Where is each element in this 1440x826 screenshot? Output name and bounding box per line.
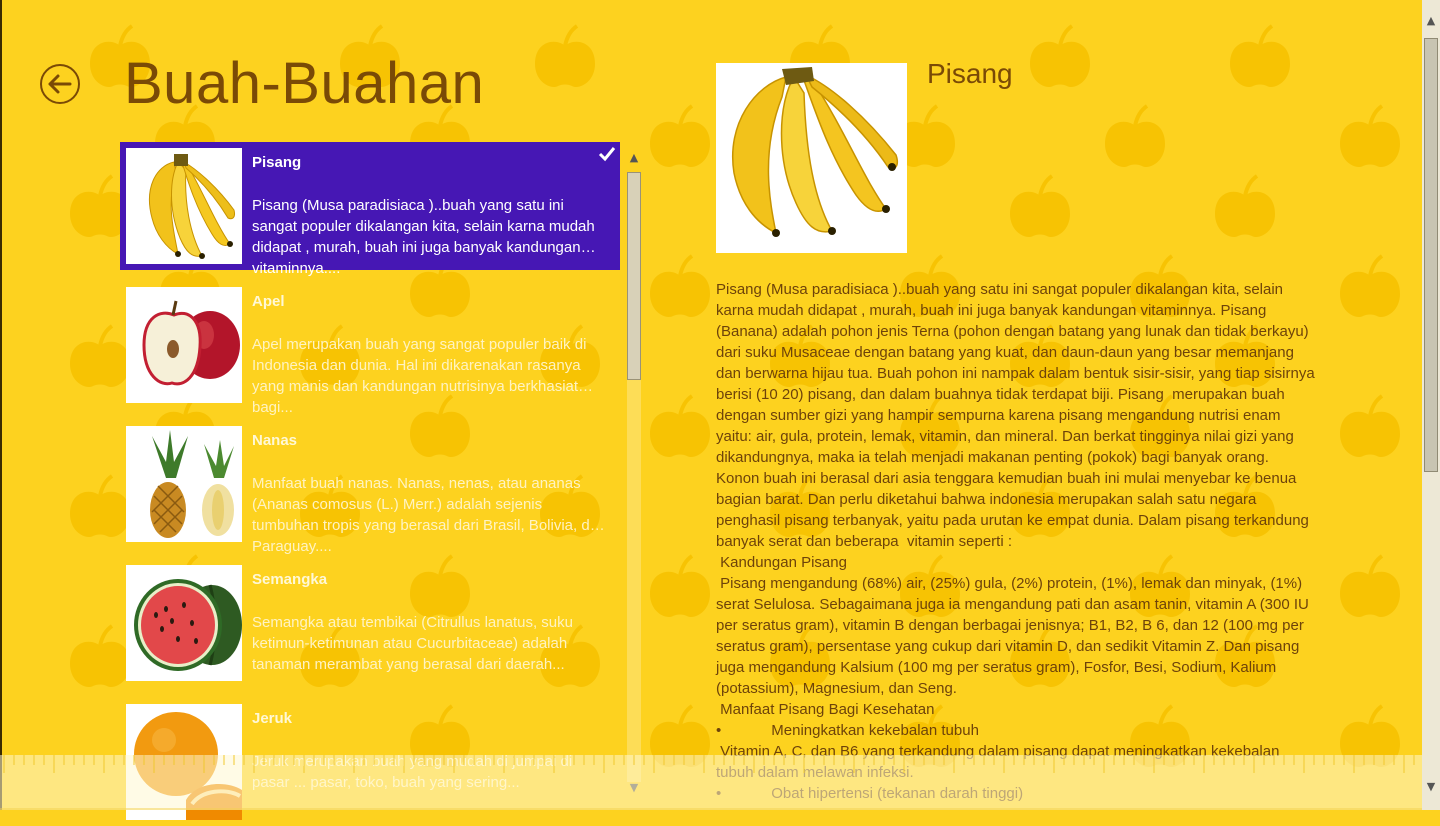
list-item-description: Manfaat buah nanas. Nanas, nenas, atau ananas (Ananas comosus (L.) Merr.) adalah sejenis tumbuhan tropis yang berasal dari Brasil, Bolivia, dan Paraguay.... xyxy=(252,475,607,555)
detail-bullet: • Meningkatkan kekebalan tubuh xyxy=(716,722,979,739)
back-button[interactable] xyxy=(40,64,80,104)
fruit-list[interactable] xyxy=(120,142,620,810)
detail-image xyxy=(716,63,907,253)
apple-thumbnail xyxy=(126,287,242,403)
banana-thumbnail xyxy=(126,148,242,264)
scroll-down-icon[interactable]: ▼ xyxy=(629,781,639,794)
list-item-name: Nanas xyxy=(252,432,298,449)
detail-bullet: • Obat hipertensi (tekanan darah tinggi) xyxy=(716,785,1024,802)
detail-paragraph: Pisang (Musa paradisiaca )..buah yang satu ini sangat populer dikalangan kita, selain karna mudah didapat , murah, buah ini juga banyak kandungan vitaminnya. Pisang (Banana) adalah pohon jenis Terna (pohon dengan batang yang lunak dan tidak berkayu) dari suku Musaceae dengan batang yang kuat, dan daun-daun yang besar memanjang dan berwarna hijau tua. Buah pohon ini nampak dalam bentuk sisir-sisir, yang tiap sisirnya berisi (10 20) pisang, dan dalam buahnya tidak terdapat biji. Pisang merupakan buah dengan sumber gizi yang hampir sempurna karena pisang mengandung nutrisi enam yaitu: air, gula, protein, lemak, vitamin, dan mineral. Dan berkat tingginya nilai gizi yang dikandungnya, maka ia telah menjadi makanan penting (pokok) bagi banyak orang. Konon buah ini berasal dari asia tenggara kemudian buah ini mulai menyebar ke benua bagian barat. Dan perlu diketahui bahwa indonesia merupakan salah satu negara penghasil pisang terbanyak, yaitu pada urutan ke empat dunia. Dalam pisang terkandung banyak serat dan beberapa vitamin seperti : xyxy=(716,281,1319,550)
back-arrow-icon xyxy=(48,74,72,94)
detail-paragraph: Vitamin A, C, dan B6 yang terkandung dalam pisang dapat meningkatkan kekebalan tubuh dalam melawan infeksi. xyxy=(716,743,1284,781)
window-left-border xyxy=(0,0,2,810)
list-item-description: Pisang (Musa paradisiaca )..buah yang satu ini sangat populer dikalangan kita, selain karna mudah didapat , murah, buah ini juga banyak kandungan vitaminnya.... xyxy=(252,197,595,277)
detail-paragraph: Pisang mengandung (68%) air, (25%) gula, (2%) protein, (1%), lemak dan minyak, (1%) serat Selulosa. Sebagaimana juga ia mengandung pati dan asam tanin, vitamin A (300 IU per seratus gram), vitamin B dengan berbagai jenisnya; B1, B2, B 6, dan 12 (100 mg per seratus gram), persentase yang cukup dari vitamin D, dan sedikit Vitamin Z. Dan pisang juga mengandung Kalsium (100 mg per seratus gram), Fosfor, Besi, Sodium, Kalium (potassium), Magnesium, dan Seng. xyxy=(716,575,1314,697)
checkmark-icon xyxy=(598,146,616,162)
list-scrollbar[interactable] xyxy=(624,142,644,802)
detail-description xyxy=(716,279,1319,810)
detail-title: Pisang xyxy=(927,58,1013,89)
list-item-description: Semangka atau tembikai (Citrullus lanatus, suku ketimun-ketimunan atau Cucurbitaceae) adalah tanaman merambat yang berasal dari daerah... xyxy=(252,614,573,673)
scroll-up-icon[interactable]: ▲ xyxy=(1426,14,1436,27)
list-item-apel[interactable] xyxy=(120,281,620,416)
orange-thumbnail xyxy=(126,704,242,820)
list-item-semangka[interactable] xyxy=(120,559,620,687)
detail-heading: Kandungan Pisang xyxy=(716,554,847,571)
list-item-description: Jeruk merupakan buah yang mudah di jumpai di pasar ... pasar, toko, buah yang sering... xyxy=(252,753,573,791)
page-title: Buah-Buahan xyxy=(124,51,485,116)
scrollbar-thumb[interactable] xyxy=(1424,38,1438,472)
list-item-name: Jeruk xyxy=(252,710,293,727)
list-item-name: Pisang xyxy=(252,154,302,171)
scrollbar-thumb[interactable] xyxy=(627,172,641,380)
list-item-description: Apel merupakan buah yang sangat populer baik di Indonesia dan dunia. Hal ini dikarenakan rasanya yang manis dan kandungan nutrisinya berkhasiat bagi... xyxy=(252,336,587,416)
detail-heading: Manfaat Pisang Bagi Kesehatan xyxy=(716,701,935,718)
list-item-pisang[interactable] xyxy=(120,142,620,277)
list-item-jeruk[interactable] xyxy=(120,698,620,826)
list-item-name: Semangka xyxy=(252,571,328,588)
watermelon-thumbnail xyxy=(126,565,242,681)
scroll-up-icon[interactable]: ▲ xyxy=(629,151,639,164)
page-scrollbar[interactable] xyxy=(1422,0,1440,810)
list-item-nanas[interactable] xyxy=(120,420,620,555)
list-item-name: Apel xyxy=(252,293,285,310)
pineapple-thumbnail xyxy=(126,426,242,542)
scroll-down-icon[interactable]: ▼ xyxy=(1426,780,1436,793)
